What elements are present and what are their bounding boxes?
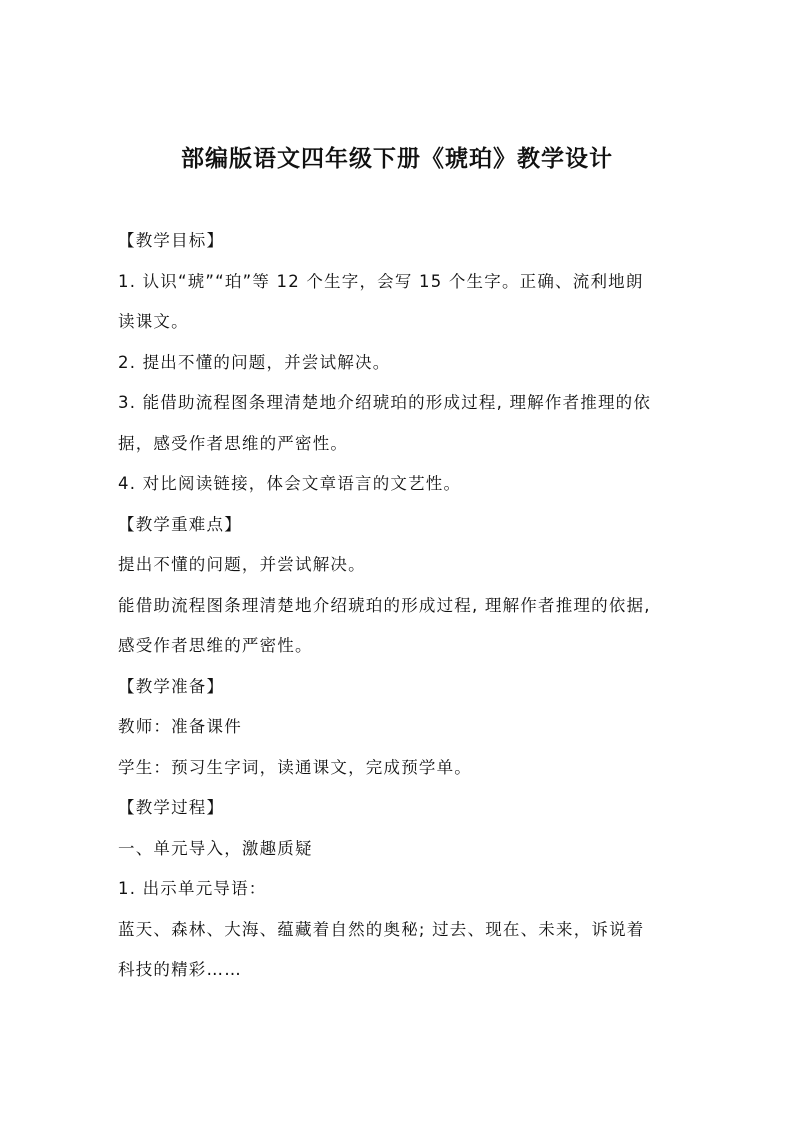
section-heading-objectives: 【教学目标】: [118, 231, 225, 250]
document-title: 部编版语文四年级下册《琥珀》教学设计: [181, 146, 613, 172]
objective-1-line-2: 读课文。: [118, 312, 189, 331]
unit-intro-line-1: 蓝天、森林、大海、蕴藏着自然的奥秘; 过去、现在、未来，诉说着: [118, 919, 645, 939]
objective-3-line-2: 据，感受作者思维的严密性。: [118, 433, 349, 453]
objective-1-line-1: 1. 认识“琥”“珀”等 12 个生字，会写 15 个生字。正确、流利地朗: [118, 271, 644, 291]
preparation-student: 学生：预习生字词，读通课文，完成预学单。: [118, 757, 472, 777]
key-point-2-line-1: 能借助流程图条理清楚地介绍琥珀的形成过程, 理解作者推理的依据,: [118, 595, 651, 615]
process-step-1-item-1: 1. 出示单元导语：: [118, 879, 267, 898]
process-step-1-heading: 一、单元导入，激趣质疑: [118, 838, 313, 858]
objective-2: 2. 提出不懂的问题，并尝试解决。: [118, 352, 391, 372]
objective-4: 4. 对比阅读链接，体会文章语言的文艺性。: [118, 474, 462, 493]
section-heading-process: 【教学过程】: [118, 798, 225, 817]
document-body: [118, 221, 688, 991]
section-heading-preparation: 【教学准备】: [118, 676, 225, 696]
unit-intro-line-2: 科技的精彩……: [118, 960, 242, 979]
preparation-teacher: 教师：准备课件: [118, 717, 242, 736]
section-heading-key-points: 【教学重难点】: [118, 514, 242, 534]
objective-3-line-1: 3. 能借助流程图条理清楚地介绍琥珀的形成过程, 理解作者推理的依: [118, 393, 652, 412]
key-point-1: 提出不懂的问题，并尝试解决。: [118, 555, 366, 574]
key-point-2-line-2: 感受作者思维的严密性。: [118, 636, 313, 655]
